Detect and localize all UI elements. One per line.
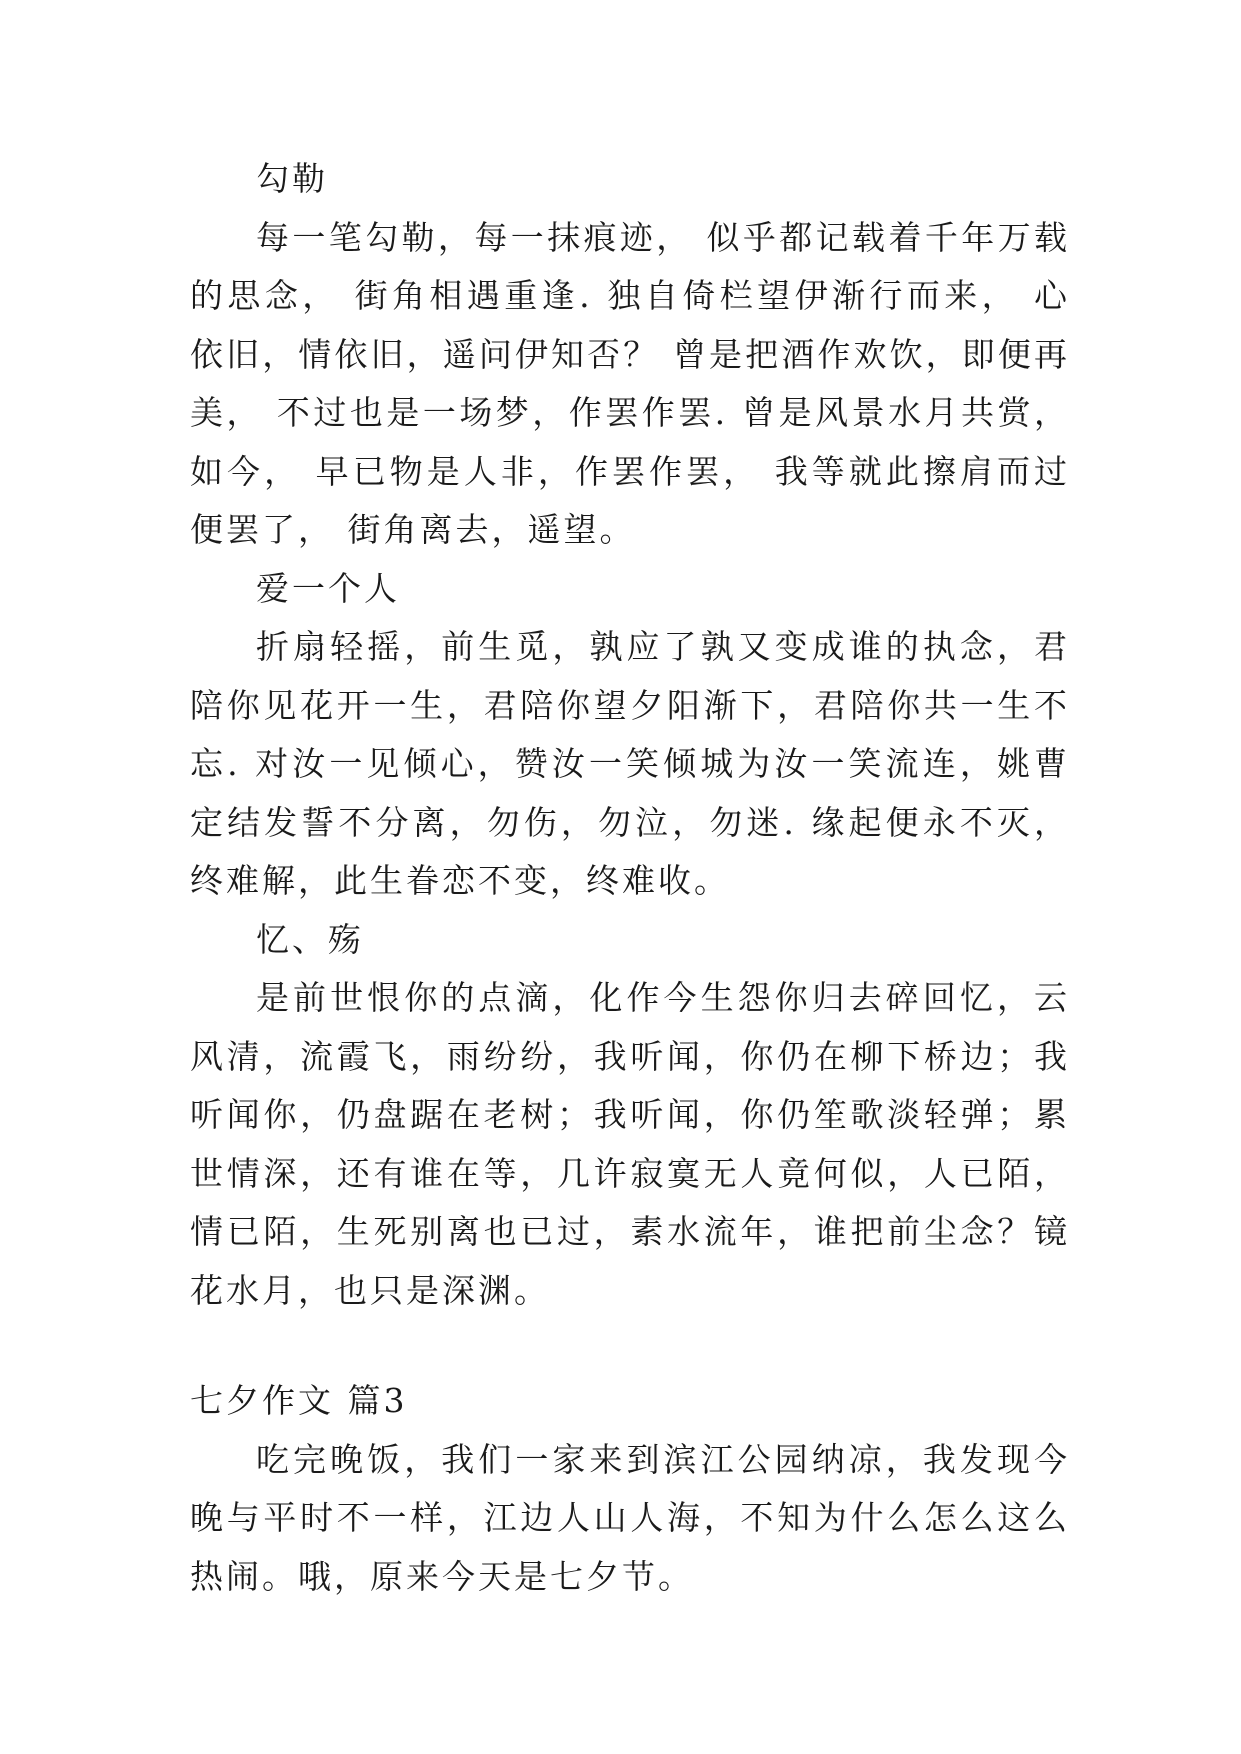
subheading-goule: 勾勒 [256,159,328,198]
subheading-ai-yi-ge-ren: 爱一个人 [256,568,400,608]
paragraph-yi-shang: 是前世恨你的点滴，化作今生怨你归去碎回忆，云风清，流霞飞，雨纷纷，我听闻，你仍在柳下桥边；我听闻你，仍盘踞在老树；我听闻，你仍笙歌淡轻弹；累世情深，还有谁在等，几许寂寞无人竟何似，人已陌，情已陌，生死别离也已过，素水流年，谁把前尘念？镜花水月，也只是深渊。 [190,978,1070,1310]
paragraph-ai-yi-ge-ren: 折扇轻摇，前生觅，孰应了孰又变成谁的执念，君陪你见花开一生，君陪你望夕阳渐下，君陪你共一生不忘. 对汝一见倾心，赞汝一笑倾城为汝一笑流连，姚曹定结发誓不分离，勿伤，勿泣，勿迷. 缘起便永不灭，终难解，此生眷恋不变，终难收。 [190,627,1070,900]
document-body [190,150,1070,1606]
section-title-essay-3: 七夕作文 篇3 [190,1381,408,1420]
paragraph-essay-3: 吃完晚饭，我们一家来到滨江公园纳凉，我发现今晚与平时不一样，江边人山人海，不知为什么怎么这么热闹。哦，原来今天是七夕节。 [190,1439,1070,1596]
paragraph-goule: 每一笔勾勒，每一抹痕迹， 似乎都记载着千年万载的思念， 街角相遇重逢. 独自倚栏望伊渐行而来， 心依旧，情依旧，遥问伊知否？ 曾是把酒作欢饮，即便再美， 不过也是一场梦，作罢作罢. 曾是风景水月共赏，如今， 早已物是人非，作罢作罢， 我等就此擦肩而过便罢了， 街角离去，遥望。 [190,217,1070,549]
subheading-yi-shang: 忆、殇 [256,919,364,959]
